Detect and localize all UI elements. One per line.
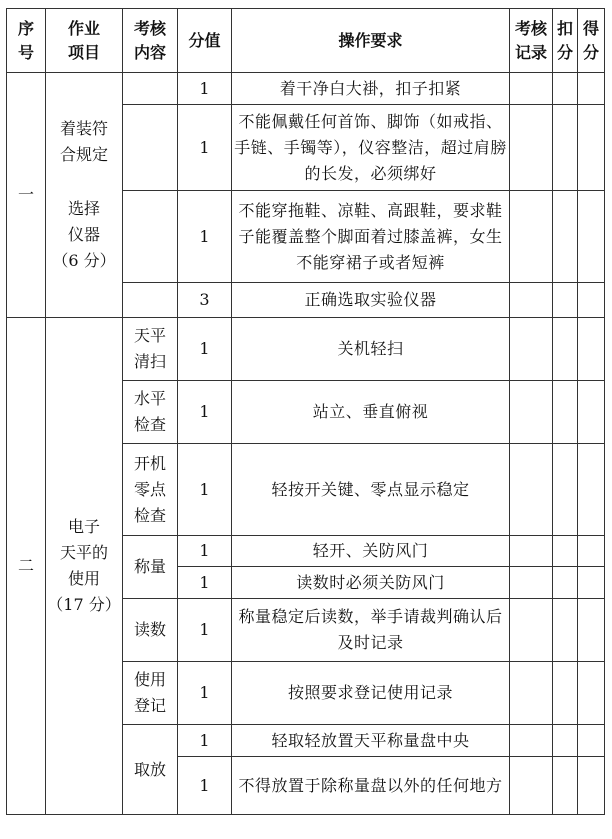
gain-cell[interactable]	[578, 536, 605, 567]
content-cell	[123, 283, 178, 318]
record-cell[interactable]	[510, 536, 553, 567]
record-cell[interactable]	[510, 191, 553, 283]
deduct-cell[interactable]	[553, 73, 578, 105]
record-cell[interactable]	[510, 725, 553, 757]
header-item: 作业 项目	[46, 9, 123, 73]
deduct-cell[interactable]	[553, 757, 578, 815]
section2-no: 二	[7, 318, 46, 815]
record-cell[interactable]	[510, 73, 553, 105]
requirement-cell: 不能佩戴任何首饰、脚饰（如戒指、手链、手镯等），仪容整洁，超过肩膀的长发，必须绑好	[232, 105, 510, 191]
gain-cell[interactable]	[578, 662, 605, 725]
header-record: 考核 记录	[510, 9, 553, 73]
header-no: 序 号	[7, 9, 46, 73]
requirement-cell: 称量稳定后读数，举手请裁判确认后及时记录	[232, 599, 510, 662]
gain-cell[interactable]	[578, 599, 605, 662]
record-cell[interactable]	[510, 599, 553, 662]
deduct-cell[interactable]	[553, 567, 578, 599]
requirement-cell: 读数时必须关防风门	[232, 567, 510, 599]
gain-cell[interactable]	[578, 725, 605, 757]
assessment-table	[6, 8, 605, 815]
content-cell: 读数	[123, 599, 178, 662]
gain-cell[interactable]	[578, 105, 605, 191]
deduct-cell[interactable]	[553, 536, 578, 567]
record-cell[interactable]	[510, 567, 553, 599]
score-cell: 3	[178, 283, 232, 318]
header-row	[7, 9, 605, 73]
deduct-cell[interactable]	[553, 662, 578, 725]
content-cell	[123, 73, 178, 105]
requirement-cell: 站立、垂直俯视	[232, 381, 510, 444]
section1-no: 一	[7, 73, 46, 318]
content-cell: 开机 零点 检查	[123, 444, 178, 536]
requirement-cell: 关机轻扫	[232, 318, 510, 381]
score-cell: 1	[178, 599, 232, 662]
gain-cell[interactable]	[578, 318, 605, 381]
deduct-cell[interactable]	[553, 725, 578, 757]
requirement-cell: 轻取轻放置天平称量盘中央	[232, 725, 510, 757]
gain-cell[interactable]	[578, 283, 605, 318]
requirement-cell: 按照要求登记使用记录	[232, 662, 510, 725]
gain-cell[interactable]	[578, 567, 605, 599]
header-gain: 得 分	[578, 9, 605, 73]
requirement-cell: 不能穿拖鞋、凉鞋、高跟鞋，要求鞋子能覆盖整个脚面着过膝盖裤，女生不能穿裙子或者短裤	[232, 191, 510, 283]
requirement-cell: 着干净白大褂，扣子扣紧	[232, 73, 510, 105]
gain-cell[interactable]	[578, 757, 605, 815]
requirement-cell: 轻按开关键、零点显示稳定	[232, 444, 510, 536]
deduct-cell[interactable]	[553, 318, 578, 381]
record-cell[interactable]	[510, 318, 553, 381]
record-cell[interactable]	[510, 662, 553, 725]
deduct-cell[interactable]	[553, 105, 578, 191]
table-row	[7, 73, 605, 105]
record-cell[interactable]	[510, 757, 553, 815]
content-cell: 使用 登记	[123, 662, 178, 725]
content-cell: 取放	[123, 725, 178, 815]
record-cell[interactable]	[510, 444, 553, 536]
deduct-cell[interactable]	[553, 599, 578, 662]
section1-item: 着装符 合规定 选择 仪器 （6 分）	[46, 73, 123, 318]
deduct-cell[interactable]	[553, 381, 578, 444]
record-cell[interactable]	[510, 105, 553, 191]
score-cell: 1	[178, 105, 232, 191]
record-cell[interactable]	[510, 381, 553, 444]
record-cell[interactable]	[510, 283, 553, 318]
score-cell: 1	[178, 444, 232, 536]
deduct-cell[interactable]	[553, 444, 578, 536]
score-cell: 1	[178, 73, 232, 105]
requirement-cell: 不得放置于除称量盘以外的任何地方	[232, 757, 510, 815]
content-cell	[123, 191, 178, 283]
header-content: 考核 内容	[123, 9, 178, 73]
content-cell	[123, 105, 178, 191]
content-cell: 天平 清扫	[123, 318, 178, 381]
score-cell: 1	[178, 662, 232, 725]
gain-cell[interactable]	[578, 73, 605, 105]
score-cell: 1	[178, 381, 232, 444]
header-deduct: 扣 分	[553, 9, 578, 73]
score-cell: 1	[178, 757, 232, 815]
score-cell: 1	[178, 191, 232, 283]
section2-item: 电子 天平的 使用 （17 分）	[46, 318, 123, 815]
gain-cell[interactable]	[578, 191, 605, 283]
header-score: 分值	[178, 9, 232, 73]
gain-cell[interactable]	[578, 381, 605, 444]
score-cell: 1	[178, 567, 232, 599]
content-cell: 水平 检查	[123, 381, 178, 444]
table-row	[7, 318, 605, 381]
deduct-cell[interactable]	[553, 283, 578, 318]
content-cell: 称量	[123, 536, 178, 599]
deduct-cell[interactable]	[553, 191, 578, 283]
requirement-cell: 轻开、关防风门	[232, 536, 510, 567]
score-cell: 1	[178, 536, 232, 567]
score-cell: 1	[178, 318, 232, 381]
requirement-cell: 正确选取实验仪器	[232, 283, 510, 318]
header-requirement: 操作要求	[232, 9, 510, 73]
score-cell: 1	[178, 725, 232, 757]
gain-cell[interactable]	[578, 444, 605, 536]
